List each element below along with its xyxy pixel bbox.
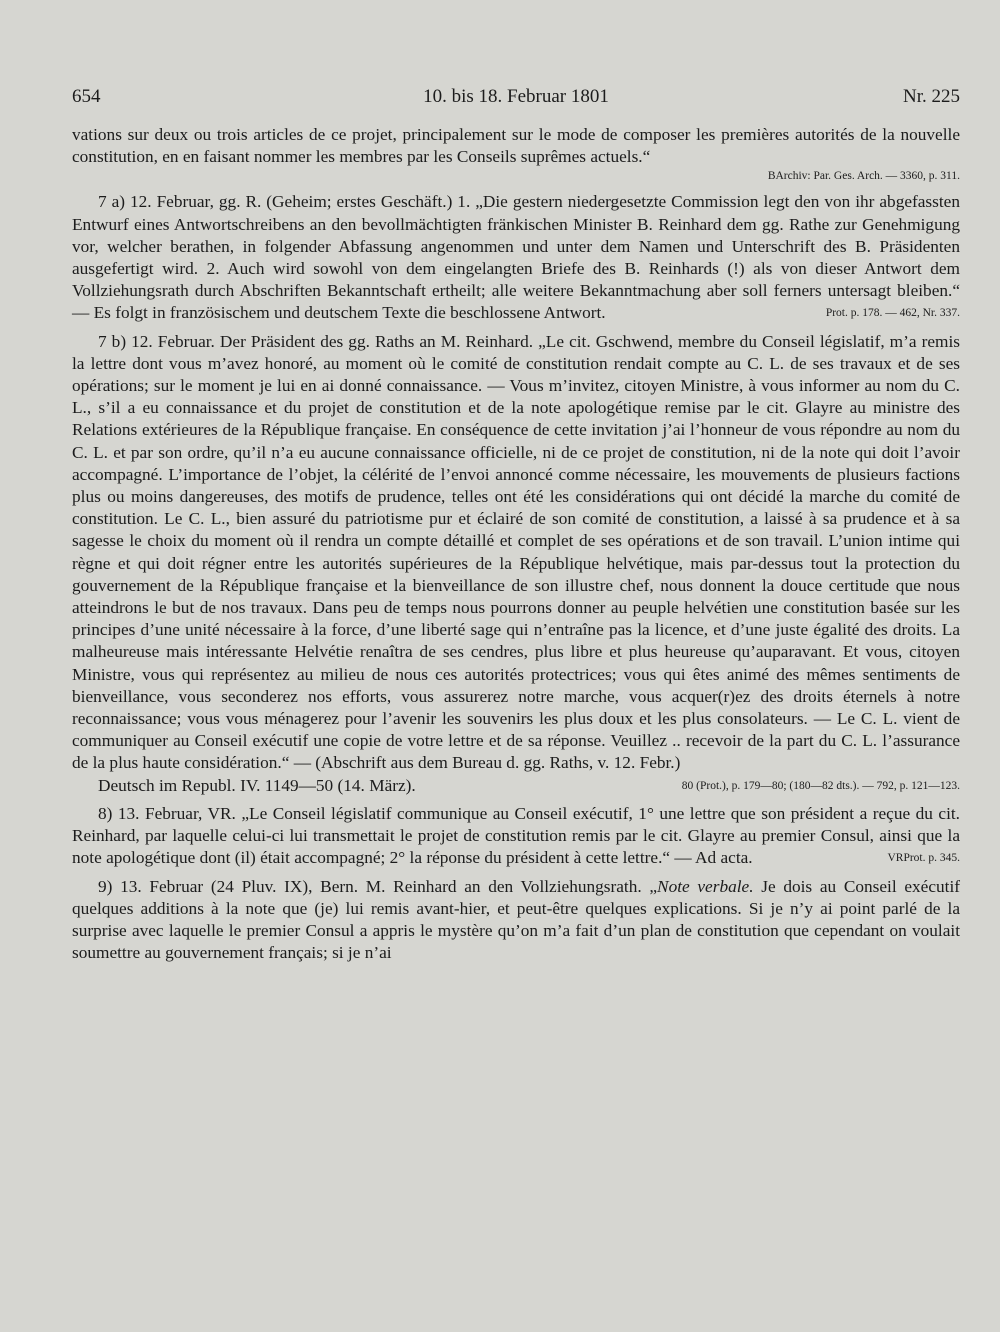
running-title-date: 10. bis 18. Februar 1801 — [423, 86, 609, 107]
paragraph-9-start: 9) 13. Februar (24 Pluv. IX), Bern. M. Reinhard an den Vollziehungsrath. „ — [98, 876, 658, 896]
paragraph-9 — [72, 876, 960, 965]
paragraph-9-rest: Je dois au Conseil exécutif quelques additions à la note que (je) lui remis avant-hier, et peut-être quelques explications. Si je n’y ai point parlé de la surprise avec laquelle le premier Consul a appris le mystère qu’on m’a fait d’un plan de constitution que cependant on voulait soumettre au gouvernement français; si je n’ai — [72, 876, 960, 963]
paragraph-7a-text: 7 a) 12. Februar, gg. R. (Geheim; erstes Geschäft.) 1. „Die gestern niedergesetzte Commission legt den von ihr abgefassten Entwurf eines Antwortschreibens an den bevollmächtigten fränkischen Minister B. Reinhard dem gg. Rathe zur Genehmigung vor, welcher berathen, in folgender Abfassung angenommen und unter dem Namen und Unterschrift des B. Präsidenten ausgefertigt wird. 2. Auch wird sowohl von dem eingelangten Briefe des B. Reinhards (!) als von dieser Antwort dem Vollziehungsrath durch Abschriften Bekanntschaft ertheilt; alle weitere Bekanntmachung aber soll ferners untersagt bleiben.“ — Es folgt in französischem und deutschem Texte die beschlossene Antwort. — [72, 192, 960, 323]
paragraph-7b-note: Deutsch im Republ. IV. 1149—50 (14. März). — [98, 775, 416, 795]
source-citation: Prot. p. 178. — 462, Nr. 337. — [825, 307, 960, 320]
page-header — [72, 86, 960, 116]
paragraph-9-italic: Note verbale. — [657, 876, 754, 896]
document-number: Nr. 225 — [903, 86, 960, 107]
source-citation: BArchiv: Par. Ges. Arch. — 3360, p. 311. — [767, 170, 960, 183]
paragraph-8 — [72, 803, 960, 870]
paragraph-8-text: 8) 13. Februar, VR. „Le Conseil législatif communique au Conseil exécutif, 1° une lettre que son président a reçue du cit. Reinhard, par laquelle celui-ci lui transmettait le projet de constitution remis par le cit. Glayre au premier Consul, ainsi que la note apologétique dont (il) était accompagné; 2° la réponse du président à cette lettre.“ — Ad acta. — [72, 803, 960, 868]
paragraph-continuation: vations sur deux ou trois articles de ce projet, principalement sur le mode de composer les premières autorités de la nouvelle constitution, en en faisant nommer les membres par les Conseils suprêmes actuels.“ — [72, 125, 960, 167]
source-citation: VRProt. p. 345. — [887, 852, 960, 865]
document-body — [72, 124, 960, 964]
source-citation: 80 (Prot.), p. 179—80; (180—82 dts.). — 792, p. 121—123. — [681, 779, 960, 792]
paragraph-7a — [72, 191, 960, 324]
page-number: 654 — [72, 86, 101, 107]
paragraph-7b-text: 7 b) 12. Februar. Der Präsident des gg. Raths an M. Reinhard. „Le cit. Gschwend, membre du Conseil législatif, m’a remis la lettre dont vous m’avez honoré, au moment où le comité de constitution rendait compte au C. L. de ses travaux et de ses opérations; sur le moment je lui en ai donné connaissance. — Vous m’invitez, citoyen Ministre, à vous informer au nom du C. L., s’il a eu connaissance et du projet de constitution et de la note apologétique remise par le cit. Glayre au ministre des Relations extérieures de la République française. En conséquence de cette invitation j’ai l’honneur de vous répondre au nom du C. L. et par son ordre, qu’il n’a eu aucune connaissance officielle, ni de ce projet de constitution, ni de la note qui doit l’avoir accompagné. L’importance de l’objet, la célérité de l’envoi annoncé comme nécessaire, les mouvements de plusieurs factions plus ou moins dangereuses, des motifs de prudence, telles ont été les considérations qui ont décidé la marche du comité de constitution. Le C. L., bien assuré du patriotisme pur et éclairé de son comité de constitution, a laissé à sa prudence et à sa sagesse le choix du moment où il rendra un compte détaillé et complet de ses opérations et de son travail. L’union intime qui règne et qui doit régner entre les autorités supérieures de la République helvétique, mais par-dessus tout la protection du gouvernement de la République française et la bienveillance de son illustre chef, nous donnent la douce certitude que nous atteindrons le but de nos travaux. Dans peu de temps nous pourrons donner au peuple helvétien une constitution basée sur les principes d’une unité nécessaire à la force, d’une liberté sage qui n’entraîne pas la licence, et d’une juste égalité des droits. La malheureuse mais intéressante Helvétie renaîtra de ses cendres, plus libre et plus heureuse qu’auparavant. Et vous, citoyen Ministre, vous qui représentez au milieu de nous ces autorités protectrices; vous qui êtes animé des mêmes sentiments de bienveillance, vous seconderez nos efforts, vous assurerez notre marche, vous acquer(r)ez des droits éternels à notre reconnaissance; vous vous ménagerez pour l’avenir les souvenirs les plus doux et les plus consolateurs. — Le C. L. vient de communiquer au Conseil exécutif une copie de votre lettre et de sa réponse. Veuillez .. recevoir de la part du C. L. l’assurance de la plus haute considération.“ — (Abschrift aus dem Bureau d. gg. Raths, v. 12. Febr.) — [72, 331, 960, 773]
